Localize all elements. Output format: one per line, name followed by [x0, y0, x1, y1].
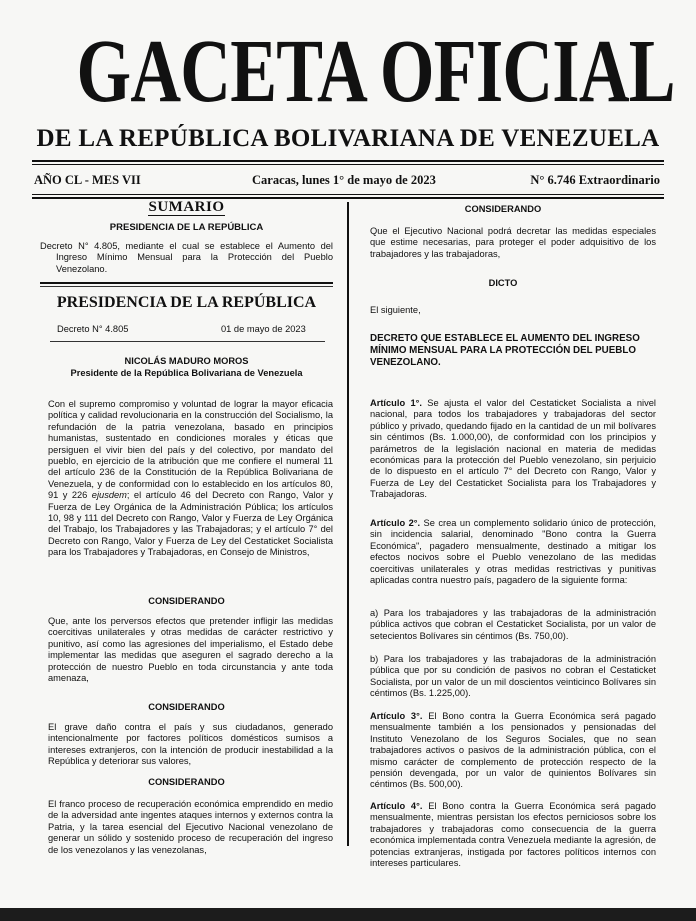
considerando-heading-1: CONSIDERANDO — [148, 596, 225, 606]
article-4-label: Artículo 4°. — [370, 801, 423, 811]
considerando-heading-4: CONSIDERANDO — [464, 204, 542, 214]
dicto-heading: DICTO — [488, 278, 518, 288]
sumario-section: PRESIDENCIA DE LA REPÚBLICA — [109, 222, 264, 233]
article-1: Artículo 1°. Se ajusta el valor del Cestaticket Socialista a nivel nacional, para todos los trabajadores y trabajadoras del sector público y privado, quedando fijado en la cantidad de un mil bolívares sin céntimos (Bs. 1.000,00), de conformidad con los principios y parámetros de la legislación nacional en materia de medidas económicas para la protección del Pueblo venezolano, sin perjuicio de lo dispuesto en el artículo 7° del Decreto con Rango, Valor y Fuerza de Ley del Cestaticket Socialista para los Trabajadores y Trabajadoras. — [370, 398, 656, 500]
sumario-rule — [40, 282, 333, 284]
considerando-paragraph-1: Que, ante los perversos efectos que pretender infligir las medidas coercitivas unilaterales y otras medidas de carácter restrictivo y punitivo, así como las agresiones del imperialismo, el Estado debe implementar las medidas que aseguren el sagrado derecho a la protección de nuestro Pueblo en toda circunstancia y ante toda amenaza, — [48, 616, 333, 684]
article-3-label: Artículo 3°. — [370, 711, 423, 721]
masthead-subtitle: DE LA REPÚBLICA BOLIVARIANA DE VENEZUELA — [36, 125, 660, 152]
article-4: Artículo 4°. El Bono contra la Guerra Económica será pagado mensualmente, mientras persistan los efectos perniciosos sobre los trabajadores y trabajadoras como consecuencia de la guerra económica implementada contra Venezuela mediante la agresión, de potencias extranjeras, instigada por factores políticos internos con intereses particulares. — [370, 801, 656, 869]
article-2-item-a: a) Para los trabajadores y las trabajadoras de la administración pública activos que cobran el Cestaticket Socialista, por un valor de setecientos Bolívares sin céntimos (Bs. 750,00). — [370, 608, 656, 641]
article-2-label: Artículo 2°. — [370, 518, 421, 528]
masthead-title: GACETA OFICIAL — [76, 22, 675, 121]
masthead-rule-top-thin — [32, 164, 664, 165]
decree-title: DECRETO QUE ESTABLECE EL AUMENTO DEL INGRESO MÍNIMO MENSUAL PARA LA PROTECCIÓN DEL PUEBLO VENEZOLANO. — [370, 333, 640, 368]
page-bottom-edge — [0, 908, 696, 921]
issue-date: Caracas, lunes 1° de mayo de 2023 — [252, 173, 436, 187]
considerando-heading-3: CONSIDERANDO — [148, 777, 225, 787]
decree-number: Decreto N° 4.805 — [57, 324, 129, 334]
decree-date: 01 de mayo de 2023 — [221, 324, 306, 334]
decree-header-rule — [50, 341, 325, 342]
considerando-paragraph-4: Que el Ejecutivo Nacional podrá decretar las medidas especiales que estime necesarias, para proteger el poder adquisitivo de los trabajadores y las trabajadoras, — [370, 226, 656, 259]
signer-name: NICOLÁS MADURO MOROS — [124, 356, 249, 366]
sumario-entry: Decreto N° 4.805, mediante el cual se establece el Aumento del Ingreso Mínimo Mensual para la Protección del Pueblo Venezolano. — [40, 241, 333, 274]
masthead-rule-top — [32, 160, 664, 162]
column-divider — [347, 202, 349, 846]
considerando-paragraph-3: El franco proceso de recuperación económica emprendido en medio de la adversidad ante ingentes ataques internos y externos contra la Patria, y la tarea esencial del Ejecutivo Nacional venezolano de generar un sólido y sostenido proceso de recuperación del ingreso de los venezolanos y las venezolanas, — [48, 799, 333, 855]
infobar-rule-thin — [32, 194, 664, 195]
article-2: Artículo 2°. Se crea un complemento solidario único de protección, sin incidencia salarial, denominado "Bono contra la Guerra Económica", pagadero mensualmente, destinado a mitigar los efectos nocivos sobre el Pueblo venezolano de las medidas coercitivas unilaterales y otras medidas restrictivas y punitivas aplicadas contra nuestro país, pagadero de la siguiente forma: — [370, 518, 656, 586]
signer-title: Presidente de la República Bolivariana de Venezuela — [70, 368, 303, 378]
article-1-label: Artículo 1°. — [370, 398, 422, 408]
considerando-heading-2: CONSIDERANDO — [148, 702, 225, 712]
sumario-rule-thin — [40, 286, 333, 287]
section-title-presidencia: PRESIDENCIA DE LA REPÚBLICA — [56, 294, 317, 311]
issue-info-bar — [34, 173, 660, 189]
considerando-paragraph-2: El grave daño contra el país y sus ciudadanos, generado intencionalmente por factores políticos domésticos sumisos a intereses extranjeros, con la intención de producir inestabilidad a la República y deteriorar sus valores, — [48, 722, 333, 767]
issue-year-month: AÑO CL - MES VII — [34, 173, 141, 187]
el-siguiente: El siguiente, — [370, 305, 421, 315]
article-3: Artículo 3°. El Bono contra la Guerra Económica será pagado mensualmente también a los pensionados y pensionadas del Instituto Venezolano de los Seguros Sociales, que no sean trabajadores activos o pasivos de la administración pública, con el mismo carácter de complemento de protección respecto de la pensión devengada, por un valor de quinientos Bolívares sin céntimos (Bs. 500,00). — [370, 711, 656, 790]
article-2-item-b: b) Para los trabajadores y las trabajadoras de la administración pública que por su condición de pasivos no cobran el Cestaticket Socialista, por un valor de un mil doscientos veinticinco Bolívares sin céntimos (Bs. 1.225,00). — [370, 654, 656, 699]
sumario-title: SUMARIO — [148, 199, 225, 215]
issue-number: N° 6.746 Extraordinario — [530, 173, 660, 187]
decree-preamble: Con el supremo compromiso y voluntad de lograr la mayor eficacia política y calidad revolucionaria en la construcción del Socialismo, la refundación de la patria venezolana, basado en principios humanistas, sustentado en condiciones morales y éticas que persiguen el vivir bien del país y del colectivo, por mandato del pueblo, en ejercicio de la atribución que me confiere el numeral 11 del artículo 236 de la Constitución de la República Bolivariana de Venezuela, y de conformidad con lo establecido en los artículos 80, 91 y 226 ejusdem; el artículo 46 del Decreto con Rango, Valor y Fuerza de Ley Orgánica de la Administración Pública; los artículos 10, 98 y 111 del Decreto con Rango, Valor y Fuerza de Ley Orgánica del Trabajo, los Trabajadores y las Trabajadoras; y el artículo 7° del Decreto con Rango, Valor y Fuerza de Ley del Cestaticket Socialista para los Trabajadores y Trabajadoras, en Consejo de Ministros, — [48, 399, 333, 558]
